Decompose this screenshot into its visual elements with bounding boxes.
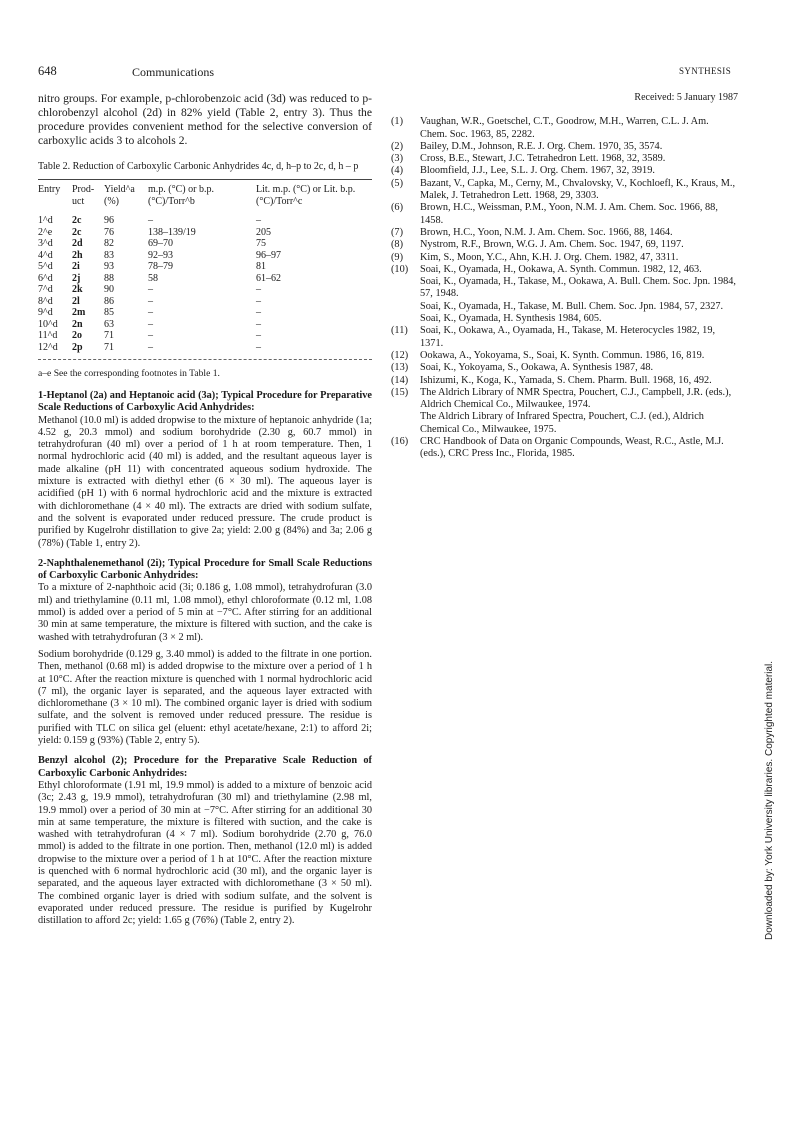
- table-row: [38, 296, 372, 308]
- reference-item: [391, 350, 738, 362]
- reference-number: (3): [391, 153, 404, 165]
- cell-product: 2h: [72, 249, 83, 261]
- cell-yield: 71: [104, 341, 114, 353]
- cell-lit: –: [256, 330, 261, 341]
- cell-mp: 58: [148, 272, 158, 284]
- table-row: [38, 250, 372, 262]
- reference-text: CRC Handbook of Data on Organic Compounds, Weast, R.C., Astle, M.J. (eds.), CRC Press Inc., Florida, 1985.: [420, 436, 724, 460]
- table-row: [38, 284, 372, 296]
- reference-number: (5): [391, 177, 404, 189]
- cell-yield: 71: [104, 330, 114, 341]
- cell-yield: 82: [104, 238, 114, 249]
- reference-text: Vaughan, W.R., Goetschel, C.T., Goodrow, M.H., Warren, C.L. J. Am. Chem. Soc. 1963, 85, 2282.: [420, 116, 709, 140]
- reference-item: [391, 153, 738, 165]
- cell-product: 2l: [72, 295, 80, 307]
- cell-product: 2k: [72, 284, 83, 295]
- table-caption: Table 2. Reduction of Carboxylic Carbonic Anhydrides 4c, d, h–p to 2c, d, h – p: [38, 161, 359, 172]
- cell-lit: –: [256, 284, 261, 295]
- reference-item: [391, 362, 738, 374]
- cell-product: 2j: [72, 272, 81, 284]
- table-row: [38, 261, 372, 273]
- table-row: [38, 227, 372, 239]
- cell-mp: –: [148, 318, 153, 330]
- reference-text: Soai, K., Yokoyama, S., Ookawa, A. Synthesis 1987, 48.: [420, 362, 654, 374]
- cell-lit: –: [256, 318, 261, 330]
- reference-number: (9): [391, 251, 404, 263]
- cell-mp: 78–79: [148, 261, 173, 272]
- reference-number: (12): [391, 349, 409, 361]
- reference-text: Bloomfield, J.J., Lee, S.L. J. Org. Chem. 1967, 32, 3919.: [420, 165, 655, 177]
- cell-entry: 9^d: [38, 307, 53, 318]
- cell-mp: –: [148, 295, 153, 307]
- reference-text: Bazant, V., Capka, M., Cerny, M., Chvalovsky, V., Kochloefl, K., Kraus, M., Malek, J. Tetrahedron Lett. 1968, 29, 3303.: [420, 177, 736, 202]
- reference-item: [391, 387, 738, 436]
- reference-text: Brown, H.C., Yoon, N.M. J. Am. Chem. Soc. 1966, 88, 1464.: [420, 226, 673, 238]
- cell-entry: 6^d: [38, 272, 53, 284]
- cell-entry: 3^d: [38, 238, 53, 249]
- reference-text: Soai, K., Oyamada, H., Takase, M., Ookawa, A. Bull. Chem. Soc. Jpn. 1984, 57, 1948.: [420, 276, 736, 300]
- cell-yield: 76: [104, 226, 114, 238]
- cell-mp: –: [148, 215, 153, 226]
- cell-product: 2i: [72, 261, 80, 272]
- procedure-title: 1-Heptanol (2a) and Heptanoic acid (3a); Typical Procedure for Preparative Scale Reductions of Carboxylic Acid Anhydrides:: [38, 390, 372, 414]
- reference-number: (14): [391, 374, 409, 386]
- cell-entry: 1^d: [38, 215, 53, 226]
- reference-item: [391, 325, 738, 350]
- table-2: [38, 180, 372, 359]
- reference-number: (16): [391, 436, 409, 448]
- cell-mp: –: [148, 341, 153, 353]
- left-column: [38, 92, 372, 927]
- reference-text: Ookawa, A., Yokoyama, S., Soai, K. Synth. Commun. 1986, 16, 819.: [420, 349, 705, 361]
- cell-lit: –: [256, 215, 261, 226]
- table-row: [38, 319, 372, 331]
- cell-product: 2p: [72, 341, 83, 353]
- cell-yield: 83: [104, 249, 114, 261]
- cell-entry: 2^e: [38, 226, 53, 238]
- procedure-paragraph: Sodium borohydride (0.129 g, 3.40 mmol) is added to the filtrate in one portion. Then, methanol (0.68 ml) is added dropwise to the mixture over a period of 1 h at 10°C. After the reaction mixture is quenched with 1 normal hydrochloric acid (7 ml), the organic layer is separated, and the aqueous layer extracted with dichloromethane (3 × 10 ml). The combined organic layer is dried with sodium sulfate, and the solvent is removed under reduced pressure. The residue is purified with TLC on silica gel (eluent: ethyl acetate/hexane, 2:1) to afford 2i; yield: 0.159 g (93%) (Table 2, entry 5).: [38, 648, 372, 747]
- cell-entry: 11^d: [38, 330, 58, 341]
- right-column: [391, 92, 738, 461]
- table-row: [38, 330, 372, 342]
- cell-product: 2c: [72, 226, 82, 238]
- reference-number: (8): [391, 239, 404, 251]
- reference-text: Soai, K., Oyamada, H., Ookawa, A. Synth. Commun. 1982, 12, 463.: [420, 263, 702, 275]
- reference-text: Brown, H.C., Weissman, P.M., Yoon, N.M. J. Am. Chem. Soc. 1966, 88, 1458.: [420, 202, 718, 226]
- cell-yield: 85: [104, 307, 114, 318]
- cell-mp: 138–139/19: [148, 226, 196, 238]
- reference-number: (2): [391, 140, 404, 152]
- procedure-title: Benzyl alcohol (2); Procedure for the Preparative Scale Reduction of Carboxylic Carbonic Anhydrides:: [38, 755, 372, 779]
- table-row: [38, 307, 372, 319]
- procedure-paragraph: To a mixture of 2-naphthoic acid (3i; 0.186 g, 1.08 mmol), tetrahydrofuran (3.0 ml) and triethylamine (0.11 ml, 1.08 mmol), ethyl chloroformate (0.12 ml, 1.08 mmol) is added over a period of 5 min at −7°C. After stirring for an additional 30 min at same temperature, the mixture is filtered with suction, and the cake is washed with tetrahydrofuran (3 × 2 ml).: [38, 582, 372, 643]
- header-mp: m.p. (°C) or b.p. (°C)/Torr^b: [148, 184, 214, 207]
- procedure-title: 2-Naphthalenemethanol (2i); Typical Procedure for Small Scale Reductions of Carboxylic Carbonic Anhydrides:: [38, 557, 372, 582]
- cell-lit: 75: [256, 238, 266, 249]
- cell-entry: 10^d: [38, 318, 58, 330]
- reference-item: [391, 239, 738, 251]
- reference-text: Soai, K., Oyamada, H. Synthesis 1984, 605.: [420, 313, 602, 325]
- cell-lit: 205: [256, 226, 271, 238]
- header-yield: Yield^a (%): [104, 184, 135, 207]
- cell-lit: 61–62: [256, 272, 281, 284]
- reference-text: The Aldrich Library of NMR Spectra, Pouchert, C.J., Campbell, J.R. (eds.), Aldrich Chemical Co., Milwaukee, 1974.: [420, 386, 732, 411]
- reference-text: Cross, B.E., Stewart, J.C. Tetrahedron Lett. 1968, 32, 3589.: [420, 153, 666, 165]
- cell-mp: –: [148, 330, 153, 341]
- cell-lit: –: [256, 295, 261, 307]
- reference-text: Nystrom, R.F., Brown, W.G. J. Am. Chem. Soc. 1947, 69, 1197.: [420, 239, 684, 251]
- reference-text: Kim, S., Moon, Y.C., Ahn, K.H. J. Org. Chem. 1982, 47, 3311.: [420, 251, 679, 263]
- reference-item: [391, 165, 738, 177]
- cell-mp: –: [148, 307, 153, 318]
- cell-yield: 96: [104, 215, 114, 226]
- table-row: [38, 210, 372, 227]
- section-title: Communications: [132, 65, 214, 79]
- table-header-row: [38, 180, 372, 210]
- cell-product: 2n: [72, 318, 83, 330]
- cell-mp: 69–70: [148, 238, 173, 249]
- table-row: [38, 273, 372, 285]
- cell-yield: 63: [104, 318, 114, 330]
- procedure-paragraph: Methanol (10.0 ml) is added dropwise to the mixture of heptanoic anhydride (1a; 4.52 g, 20.3 mmol) and sodium borohydride (2.30 g, 60.7 mmol) in tetrahydrofuran (40 ml) over a period of 1 h at room temperature. Then, 1 normal hydrochloric acid (40 ml) is added, and the resultant aqueous layer is made alkaline (pH 11) with concentrated aqueous sodium hydroxide. The mixture is extracted with diethyl ether (6 × 30 ml). The aqueous layer is acidified (pH 1) with 6 normal hydrochloric acid and the mixture is extracted with dichloromethane (4 × 40 ml). The extracts are dried with sodium sulfate, and the solvent is evaporated under reduced pressure. The crude product is purified by Kugelrohr distillation to give 2a; yield: 2.00 g (84%) and 3a; 2.06 g (78%) (Table 1, entry 2).: [38, 414, 372, 549]
- cell-lit: –: [256, 341, 261, 353]
- reference-text: Soai, K., Oyamada, H., Takase, M. Bull. Chem. Soc. Jpn. 1984, 57, 2327.: [420, 300, 724, 312]
- reference-text: Bailey, D.M., Johnson, R.E. J. Org. Chem. 1970, 35, 3574.: [420, 140, 663, 152]
- reference-text: The Aldrich Library of Infrared Spectra, Pouchert, C.J. (ed.), Aldrich Chemical Co., Milwaukee, 1975.: [420, 411, 704, 435]
- reference-item: [391, 227, 738, 239]
- reference-number: (6): [391, 202, 404, 214]
- reference-item: [391, 252, 738, 264]
- header-entry: Entry: [38, 184, 61, 195]
- reference-item: [391, 178, 738, 203]
- reference-text: Ishizumi, K., Koga, K., Yamada, S. Chem. Pharm. Bull. 1968, 16, 492.: [420, 374, 712, 386]
- cell-yield: 86: [104, 295, 114, 307]
- reference-number: (7): [391, 226, 404, 238]
- reference-item: [391, 375, 738, 387]
- table-footnote: a–e See the corresponding footnotes in Table 1.: [38, 368, 220, 379]
- table-bottom-rule: [38, 359, 372, 360]
- download-notice-text: Downloaded by: York University libraries. Copyrighted material.: [764, 660, 775, 940]
- reference-number: (11): [391, 325, 408, 337]
- cell-entry: 8^d: [38, 295, 53, 307]
- reference-number: (15): [391, 386, 409, 398]
- table-row: [38, 238, 372, 250]
- references-list: [391, 116, 738, 460]
- cell-entry: 7^d: [38, 284, 53, 295]
- cell-yield: 88: [104, 272, 114, 284]
- cell-lit: –: [256, 307, 261, 318]
- reference-number: (1): [391, 116, 404, 128]
- cell-lit: 96–97: [256, 249, 281, 261]
- journal-name: SYNTHESIS: [679, 66, 732, 76]
- cell-yield: 90: [104, 284, 114, 295]
- cell-entry: 4^d: [38, 249, 53, 261]
- received-date: Received: 5 January 1987: [634, 92, 738, 103]
- reference-item: [391, 264, 738, 325]
- procedure-paragraph: Ethyl chloroformate (1.91 ml, 19.9 mmol) is added to a mixture of benzoic acid (3c; 2.43 g, 19.9 mmol), tetrahydrofuran (30 ml) and triethylamine (2.98 ml, 19.9 mmol) over a period of 30 min at −7°C. After stirring for an additional 30 min at same temperature, the mixture is filtered with suction, and the cake is washed with tetrahydrofuran (4 × 7 ml). Sodium borohydride (2.70 g, 76.0 mmol) is added to the filtrate in one portion. Then, methanol (12.0 ml) is added dropwise to the mixture over a period of 1 h at 10°C. After the reaction mixture is quenched with 6 normal hydrochloric acid (30 ml), and the organic layer is separated, and the aqueous layer extracted with dichloromethane (3 × 50 ml). The combined organic layer is dried with sodium sulfate, and the solvent is evaporated under reduced pressure. The residue is purified by Kugelrohr distillation to afford 2c; yield: 1.65 g (76%) (Table 2, entry 2).: [38, 779, 372, 927]
- cell-product: 2d: [72, 238, 83, 249]
- procedures: [38, 390, 372, 927]
- cell-product: 2c: [72, 215, 82, 226]
- cell-product: 2m: [72, 307, 86, 318]
- cell-entry: 12^d: [38, 341, 58, 353]
- reference-number: (13): [391, 362, 409, 374]
- cell-product: 2o: [72, 330, 82, 341]
- intro-paragraph: nitro groups. For example, p-chlorobenzoic acid (3d) was reduced to p-chlorobenzyl alcohol (2d) in 82% yield (Table 2, entry 3). Thus the procedure provides convenient method for the selective conversion of carboxylic acids 3 to alcohols 2.: [38, 92, 372, 147]
- reference-number: (10): [391, 263, 409, 275]
- cell-yield: 93: [104, 261, 114, 272]
- reference-item: [391, 436, 738, 461]
- cell-lit: 81: [256, 261, 266, 272]
- reference-item: [391, 202, 738, 227]
- header-lit: Lit. m.p. (°C) or Lit. b.p. (°C)/Torr^c: [256, 184, 356, 207]
- reference-text: Soai, K., Ookawa, A., Oyamada, H., Takase, M. Heterocycles 1982, 19, 1371.: [420, 325, 716, 349]
- header-product: Prod-uct: [72, 184, 95, 207]
- cell-entry: 5^d: [38, 261, 53, 272]
- reference-item: [391, 141, 738, 153]
- page-number: 648: [38, 64, 57, 78]
- cell-mp: –: [148, 284, 153, 295]
- table-row: [38, 342, 372, 360]
- reference-item: [391, 116, 738, 141]
- reference-number: (4): [391, 165, 404, 177]
- cell-mp: 92–93: [148, 249, 173, 261]
